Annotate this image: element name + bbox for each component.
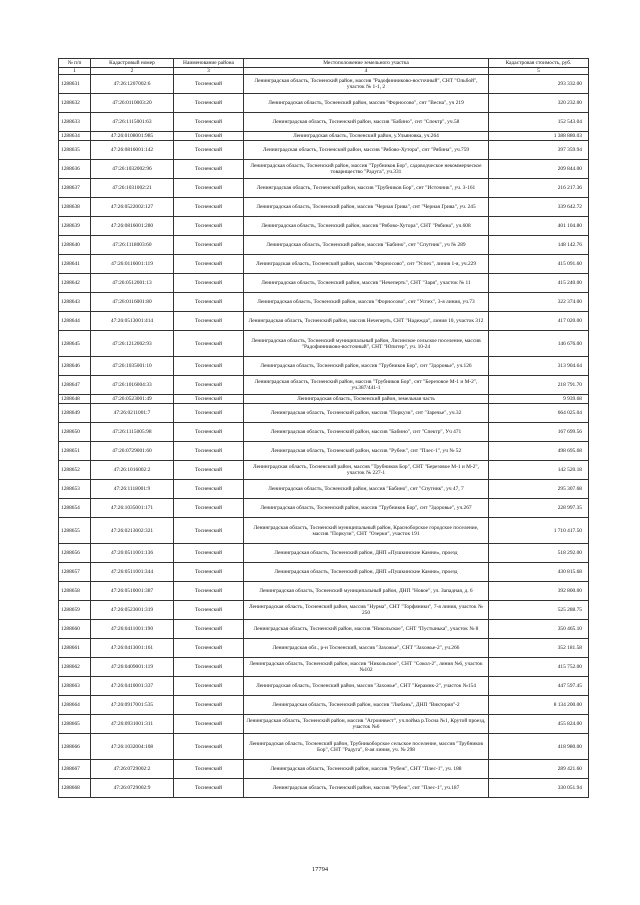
cadastral-value: 209 844.00 <box>489 160 589 179</box>
cadastral-number: 47:26:0211001:7 <box>91 404 174 423</box>
header-number: № п/п <box>59 59 91 68</box>
row-number: 1288657 <box>59 563 91 582</box>
land-location: Ленинградская область, Тосненский район, массив Нечеперть, СНТ "Надежда", линия 10, участок 312 <box>244 312 489 331</box>
district-name: Тосненский <box>174 75 244 94</box>
table-row <box>59 404 589 423</box>
district-name: Тосненский <box>174 94 244 113</box>
cadastral-number: 47:26:0917001:535 <box>91 696 174 715</box>
land-location: Ленинградская область, Тосненский район, массив "Бабино", снт "Спектр", Уч 471 <box>244 423 489 442</box>
cadastral-number: 47:26:1115005:98 <box>91 423 174 442</box>
cadastral-number: 47:26:0511001:136 <box>91 544 174 563</box>
row-number: 1288655 <box>59 518 91 544</box>
cadastral-number: 47:26:1032004:108 <box>91 734 174 760</box>
cadastral-number: 47:26:1207002:6 <box>91 75 174 94</box>
land-location: Ленинградская область, Тосненский район, массив "Любань", ДНП "Виктория"-2 <box>244 696 489 715</box>
table-row <box>59 620 589 639</box>
land-location: Ленинградская область, Тосненский район, массив "Поркузи", снт "Заречье", уч.32 <box>244 404 489 423</box>
cadastral-number: 47:26:0108001:985 <box>91 132 174 141</box>
district-name: Тосненский <box>174 274 244 293</box>
district-name: Тосненский <box>174 582 244 601</box>
cadastral-number: 47:26:0116001:80 <box>91 293 174 312</box>
cadastral-value: 415 240.00 <box>489 274 589 293</box>
table-row <box>59 601 589 620</box>
district-name: Тосненский <box>174 442 244 461</box>
cadastral-number: 47:26:1016002:2 <box>91 461 174 480</box>
row-number: 1288664 <box>59 696 91 715</box>
row-number: 1288648 <box>59 395 91 404</box>
district-name: Тосненский <box>174 696 244 715</box>
cadastral-number: 47:26:0411001:190 <box>91 620 174 639</box>
cadastral-value: 152 543.04 <box>489 113 589 132</box>
land-location: Ленинградская область, Тосненский район, массив "Никольское", СНТ "Сокол-2", линия №6, участок №102 <box>244 658 489 677</box>
column-index-row <box>59 68 589 75</box>
district-name: Тосненский <box>174 376 244 395</box>
cadastral-value: 401 104.80 <box>489 217 589 236</box>
land-location: Ленинградская область, Тосненский район, массив "Трубников Бор", снт "Здоровье", уч.267 <box>244 499 489 518</box>
table-row <box>59 113 589 132</box>
row-number: 1288642 <box>59 274 91 293</box>
row-number: 1288646 <box>59 357 91 376</box>
row-number: 1288634 <box>59 132 91 141</box>
column-index: 4 <box>244 68 489 75</box>
table-row <box>59 376 589 395</box>
table-row <box>59 331 589 357</box>
land-location: Ленинградская область, Тосненский муниципальный район, Красноборское городское поселение, массив "Поркузи", СНТ "Озерки", участок 191 <box>244 518 489 544</box>
row-number: 1288654 <box>59 499 91 518</box>
district-name: Тосненский <box>174 779 244 798</box>
land-location: Ленинградская область, Тосненский район, массив "Трубников Бор", снт "Березовое М-1 и М-2", уч.387/441-1 <box>244 376 489 395</box>
district-name: Тосненский <box>174 658 244 677</box>
district-name: Тосненский <box>174 179 244 198</box>
district-name: Тосненский <box>174 160 244 179</box>
table-row <box>59 563 589 582</box>
district-name: Тосненский <box>174 395 244 404</box>
table-row <box>59 779 589 798</box>
cadastral-number: 47:26:0213002:321 <box>91 518 174 544</box>
row-number: 1288660 <box>59 620 91 639</box>
land-location: Ленинградская область, Тосненский район, массив "Форносово", снт "Успех", линия 1-я, уч.229 <box>244 255 489 274</box>
district-name: Тосненский <box>174 255 244 274</box>
table-row <box>59 499 589 518</box>
table-row <box>59 518 589 544</box>
land-location: Ленинградская область, Тосненский район, массив "Бабино", снт "Спектр", уч.58 <box>244 113 489 132</box>
district-name: Тосненский <box>174 715 244 734</box>
page-number: 17794 <box>311 866 329 873</box>
column-index: 1 <box>59 68 91 75</box>
cadastral-number: 47:26:1118003:60 <box>91 236 174 255</box>
column-index: 5 <box>489 68 589 75</box>
cadastral-number: 47:26:0513001:414 <box>91 312 174 331</box>
table-row <box>59 760 589 779</box>
row-number: 1288647 <box>59 376 91 395</box>
cadastral-number: 47:26:0729002:9 <box>91 779 174 798</box>
cadastral-value: 320 232.00 <box>489 94 589 113</box>
table-row <box>59 141 589 160</box>
table-row <box>59 160 589 179</box>
table-row <box>59 132 589 141</box>
table-row <box>59 423 589 442</box>
table-row <box>59 255 589 274</box>
cadastral-value: 350 465.10 <box>489 620 589 639</box>
cadastral-value: 295 307.68 <box>489 480 589 499</box>
land-location: Ленинградская область, Тосненский район, массив "Захожье", СНТ "Керамик-2", участок №154 <box>244 677 489 696</box>
row-number: 1288653 <box>59 480 91 499</box>
land-location: Ленинградская область, Тосненский район, массив "Радофинниково-восточный", СНТ "Ольбой", участок № 1-1, 2 <box>244 75 489 94</box>
row-number: 1288666 <box>59 734 91 760</box>
header-location: Местоположение земельного участка <box>244 59 489 68</box>
cadastral-value: 313 904.64 <box>489 357 589 376</box>
cadastral-value: 455 824.00 <box>489 715 589 734</box>
cadastral-number: 47:26:0816001:280 <box>91 217 174 236</box>
cadastral-number: 47:26:0729001:60 <box>91 442 174 461</box>
row-number: 1288636 <box>59 160 91 179</box>
column-index: 3 <box>174 68 244 75</box>
header-cadastral-value: Кадастровая стоимость, руб. <box>489 59 589 68</box>
row-number: 1288640 <box>59 236 91 255</box>
row-number: 1288656 <box>59 544 91 563</box>
cadastral-number: 47:26:1118001:9 <box>91 480 174 499</box>
table-row <box>59 639 589 658</box>
cadastral-value: 8 134 200.00 <box>489 696 589 715</box>
cadastral-value: 330 051.94 <box>489 779 589 798</box>
row-number: 1288652 <box>59 461 91 480</box>
cadastral-value: 352 181.58 <box>489 639 589 658</box>
cadastral-value: 664 025.04 <box>489 404 589 423</box>
cadastral-number: 47:26:0510001:387 <box>91 582 174 601</box>
cadastral-number: 47:26:0511001:344 <box>91 563 174 582</box>
land-location: Ленинградская область, Тосненский муниципальный район, ДНП "Новое", ул. Западная, д. 6 <box>244 582 489 601</box>
district-name: Тосненский <box>174 423 244 442</box>
cadastral-number: 47:26:0110003:20 <box>91 94 174 113</box>
cadastral-value: 289 421.60 <box>489 760 589 779</box>
table-row <box>59 734 589 760</box>
cadastral-number: 47:26:1016004:33 <box>91 376 174 395</box>
district-name: Тосненский <box>174 357 244 376</box>
cadastral-number: 47:26:0512001:13 <box>91 274 174 293</box>
row-number: 1288661 <box>59 639 91 658</box>
table-row <box>59 658 589 677</box>
cadastral-value: 430 815.68 <box>489 563 589 582</box>
district-name: Тосненский <box>174 620 244 639</box>
district-name: Тосненский <box>174 141 244 160</box>
cadastral-value: 498 695.68 <box>489 442 589 461</box>
row-number: 1288650 <box>59 423 91 442</box>
land-location: Ленинградская область, Тосненский район, массив "Агроинвест", уч.пойма р.Тосна №1, Крутой проезд, участок №6 <box>244 715 489 734</box>
table-row <box>59 461 589 480</box>
cadastral-number: 47:26:0816001:142 <box>91 141 174 160</box>
cadastral-value: 447 597.45 <box>489 677 589 696</box>
cadastral-value: 415 752.00 <box>489 658 589 677</box>
row-number: 1288665 <box>59 715 91 734</box>
land-location: Ленинградская область, Тосненский район, ДНП «Пушкинские Камни», проезд <box>244 544 489 563</box>
district-name: Тосненский <box>174 677 244 696</box>
row-number: 1288658 <box>59 582 91 601</box>
row-number: 1288659 <box>59 601 91 620</box>
cadastral-value: 339 642.72 <box>489 198 589 217</box>
district-name: Тосненский <box>174 734 244 760</box>
district-name: Тосненский <box>174 563 244 582</box>
land-location: Ленинградская область, Тосненский район, ДНП «Пушкинские Камни», проезд <box>244 563 489 582</box>
cadastral-value: 415 091.60 <box>489 255 589 274</box>
header-row <box>59 59 589 68</box>
district-name: Тосненский <box>174 639 244 658</box>
land-location: Ленинградская область, Тосненский район, массив "Трубников Бор", СНТ "Березовое М-1 и М-2", участок № 227-1 <box>244 461 489 480</box>
row-number: 1288638 <box>59 198 91 217</box>
cadastral-number: 47:26:1035001:10 <box>91 357 174 376</box>
cadastral-number: 47:26:0523001:319 <box>91 601 174 620</box>
land-location: Ленинградская область, Тосненский район, массив "Рябово-Хутора", СНТ "Рябина", уч.608 <box>244 217 489 236</box>
district-name: Тосненский <box>174 499 244 518</box>
column-index: 2 <box>91 68 174 75</box>
land-location: Ленинградская область, Тосненский район, массив "Форносово", снт "Весна", уч 219 <box>244 94 489 113</box>
cadastral-number: 47:26:0522002:127 <box>91 198 174 217</box>
land-location: Ленинградская обл., р-н Тосненский, массив "Захожье", СНТ "Захожье-2", уч.266 <box>244 639 489 658</box>
district-name: Тосненский <box>174 113 244 132</box>
cadastral-number: 47:26:0931001:311 <box>91 715 174 734</box>
cadastral-value: 518 292.00 <box>489 544 589 563</box>
row-number: 1288641 <box>59 255 91 274</box>
table-row <box>59 198 589 217</box>
table-row <box>59 293 589 312</box>
table-row <box>59 715 589 734</box>
table-row <box>59 312 589 331</box>
row-number: 1288663 <box>59 677 91 696</box>
table-row <box>59 75 589 94</box>
district-name: Тосненский <box>174 518 244 544</box>
cadastral-value-table <box>58 58 589 798</box>
cadastral-number: 47:26:0413001:161 <box>91 639 174 658</box>
land-location: Ленинградская область, Тосненский район, массив "Никольское", СНТ "Пустынька", участок № 8 <box>244 620 489 639</box>
land-location: Ленинградская область, Тосненский район, массив "Рябово-Хутора", снт "Рябина", уч.759 <box>244 141 489 160</box>
table-row <box>59 582 589 601</box>
cadastral-number: 47:26:0116001:119 <box>91 255 174 274</box>
land-location: Ленинградская область, Тосненский район, массив "Рубеж", СНТ "Плес-1", уч. 188 <box>244 760 489 779</box>
district-name: Тосненский <box>174 217 244 236</box>
district-name: Тосненский <box>174 331 244 357</box>
row-number: 1288662 <box>59 658 91 677</box>
header-district-name: Наименование района <box>174 59 244 68</box>
cadastral-value: 525 288.75 <box>489 601 589 620</box>
district-name: Тосненский <box>174 312 244 331</box>
row-number: 1288632 <box>59 94 91 113</box>
cadastral-number: 47:26:1035001:171 <box>91 499 174 518</box>
header-cadastral-number: Кадастровый номер <box>91 59 174 68</box>
cadastral-value: 146 676.00 <box>489 331 589 357</box>
row-number: 1288649 <box>59 404 91 423</box>
district-name: Тосненский <box>174 293 244 312</box>
table-row <box>59 94 589 113</box>
district-name: Тосненский <box>174 544 244 563</box>
cadastral-value: 293 332.00 <box>489 75 589 94</box>
land-location: Ленинградская область, Тосненский район, массив "Форносово", снт "Успех", 3-я линия, уч.73 <box>244 293 489 312</box>
cadastral-value: 417 020.00 <box>489 312 589 331</box>
cadastral-value: 148 142.76 <box>489 236 589 255</box>
land-location: Ленинградская область, Тосненский район, массив "Трубников Бор", садоводческое некоммерческое товарищество "Радуга", уч.331 <box>244 160 489 179</box>
cadastral-value: 418 980.00 <box>489 734 589 760</box>
district-name: Тосненский <box>174 480 244 499</box>
district-name: Тосненский <box>174 198 244 217</box>
table-row <box>59 677 589 696</box>
table-row <box>59 217 589 236</box>
table-row <box>59 544 589 563</box>
district-name: Тосненский <box>174 132 244 141</box>
cadastral-number: 47:26:1032002:96 <box>91 160 174 179</box>
cadastral-value: 228 997.35 <box>489 499 589 518</box>
land-location: Ленинградская область, Тосненский район, у.Ульяновка, уч.264 <box>244 132 489 141</box>
cadastral-number: 47:26:1031002:21 <box>91 179 174 198</box>
table-row <box>59 236 589 255</box>
land-location: Ленинградская область, Тосненский муниципальный район, Лисинское сельское поселение, массив "Радофинниково-восточный", СНТ "Юпитер", уч. 10-24 <box>244 331 489 357</box>
district-name: Тосненский <box>174 601 244 620</box>
district-name: Тосненский <box>174 760 244 779</box>
row-number: 1288631 <box>59 75 91 94</box>
row-number: 1288643 <box>59 293 91 312</box>
table-body <box>59 75 589 798</box>
row-number: 1288644 <box>59 312 91 331</box>
land-location: Ленинградская область, Тосненский район, массив "Рубеж", снт "Плес-1", уч № 52 <box>244 442 489 461</box>
cadastral-number: 47:26:1212002:93 <box>91 331 174 357</box>
table-row <box>59 395 589 404</box>
cadastral-value: 1 710 417.50 <box>489 518 589 544</box>
cadastral-value: 216 217.36 <box>489 179 589 198</box>
row-number: 1288668 <box>59 779 91 798</box>
table-row <box>59 274 589 293</box>
table-row <box>59 179 589 198</box>
row-number: 1288639 <box>59 217 91 236</box>
table-row <box>59 480 589 499</box>
row-number: 1288637 <box>59 179 91 198</box>
table-row <box>59 696 589 715</box>
table-row <box>59 357 589 376</box>
row-number: 1288651 <box>59 442 91 461</box>
land-location: Ленинградская область, Тосненский район, массив "Нурма", СНТ "Торфяники", 7-я линия, участок № 250 <box>244 601 489 620</box>
district-name: Тосненский <box>174 236 244 255</box>
cadastral-value: 322 374.00 <box>489 293 589 312</box>
cadastral-value: 167 699.56 <box>489 423 589 442</box>
land-location: Ленинградская область, Тосненский район, массив "Трубников Бор", снт "Здоровье", уч.126 <box>244 357 489 376</box>
row-number: 1288667 <box>59 760 91 779</box>
land-location: Ленинградская область, Тосненский район, массив "Бабино", снт "Спутник", уч 47, 7 <box>244 480 489 499</box>
land-location: Ленинградская область, Тосненский район, массив "Бабино", снт "Спутник", уч № 289 <box>244 236 489 255</box>
row-number: 1288645 <box>59 331 91 357</box>
land-location: Ленинградская область, Тосненский район, Трубникоборское сельское поселение, массив "Трубников Бор", СНТ "Радуга", 8-ая линия, уч. № 298 <box>244 734 489 760</box>
row-number: 1288635 <box>59 141 91 160</box>
district-name: Тосненский <box>174 404 244 423</box>
cadastral-number: 47:26:0409001:119 <box>91 658 174 677</box>
cadastral-number: 47:26:0729002:2 <box>91 760 174 779</box>
cadastral-value: 142 520.18 <box>489 461 589 480</box>
land-location: Ленинградская область, Тосненский район, массив "Рубеж", снт "Плес-1", уч.187 <box>244 779 489 798</box>
cadastral-value: 392 800.00 <box>489 582 589 601</box>
table-row <box>59 442 589 461</box>
land-location: Ленинградская область, Тосненский район, земельная часть <box>244 395 489 404</box>
land-location: Ленинградская область, Тосненский район, массив "Трубников Бор", снт "Источник", уч. 3-161 <box>244 179 489 198</box>
cadastral-number: 47:26:0410001:337 <box>91 677 174 696</box>
cadastral-number: 47:26:0523001:49 <box>91 395 174 404</box>
row-number: 1288633 <box>59 113 91 132</box>
cadastral-number: 47:26:1115001:63 <box>91 113 174 132</box>
district-name: Тосненский <box>174 461 244 480</box>
cadastral-value: 218 791.70 <box>489 376 589 395</box>
cadastral-table-sheet <box>58 58 588 798</box>
cadastral-value: 1 388 880.03 <box>489 132 589 141</box>
land-location: Ленинградская область, Тосненский район, массив "Нечеперть", СНТ "Заря", участок № 11 <box>244 274 489 293</box>
land-location: Ленинградская область, Тосненский район, массив "Черная Грива", снт "Черная Грива", уч. 245 <box>244 198 489 217</box>
cadastral-value: 9 939.68 <box>489 395 589 404</box>
cadastral-value: 397 359.94 <box>489 141 589 160</box>
